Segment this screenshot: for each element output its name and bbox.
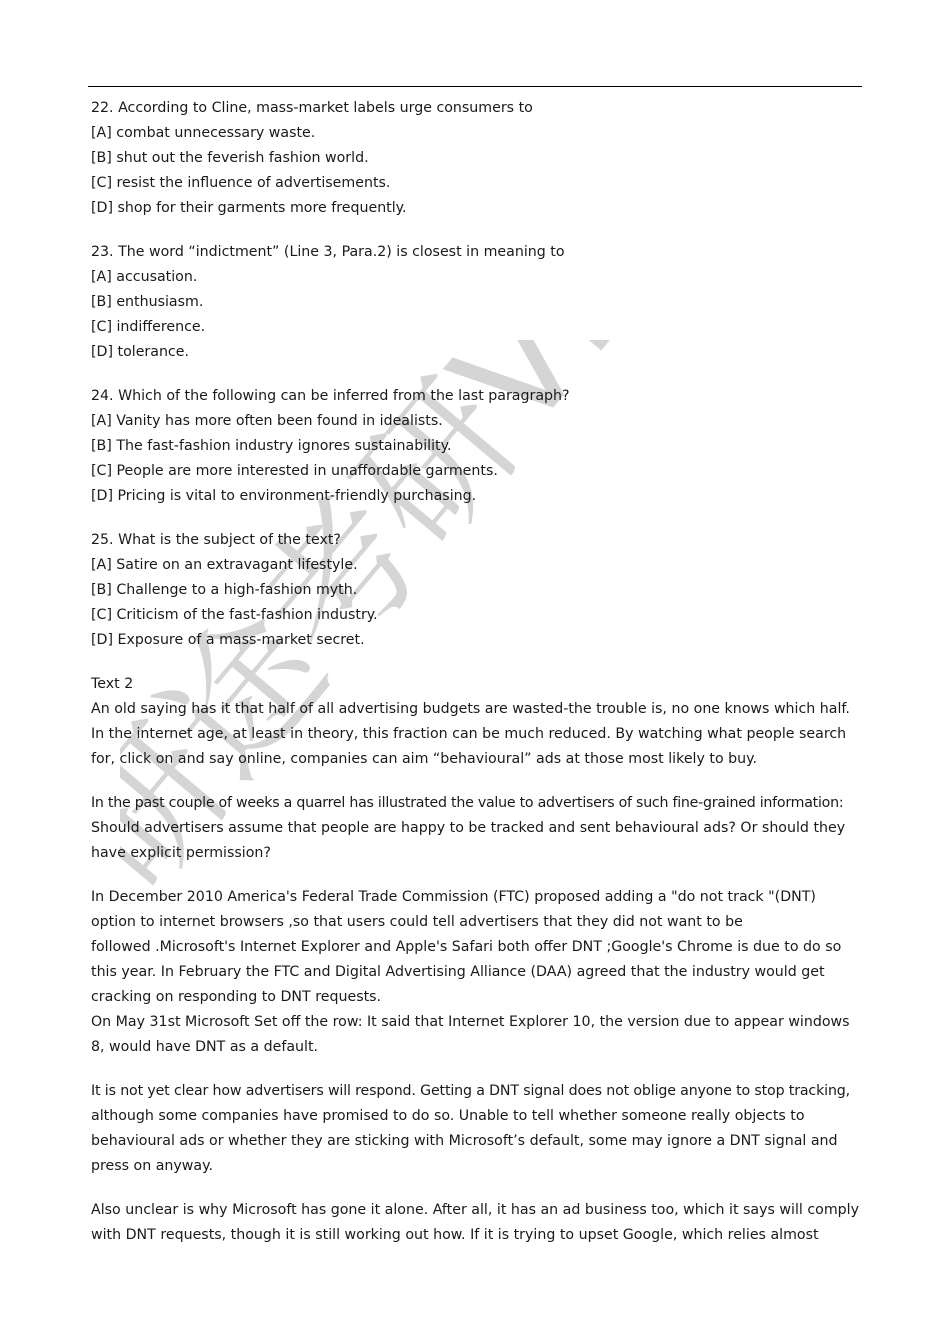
section-heading: Text 2 (91, 676, 134, 692)
document-body (91, 96, 871, 1248)
paragraph-line: have explicit permission? (91, 845, 271, 861)
option-d: [D] shop for their garments more frequently. (91, 200, 407, 216)
watermark-text: 研途考研VIP (120, 340, 706, 924)
paragraph-line: Also unclear is why Microsoft has gone it alone. After all, it has an ad business too, which it says will comply (91, 1202, 860, 1218)
paragraph-line: It is not yet clear how advertisers will respond. Getting a DNT signal does not oblige anyone to stop tracking, (91, 1083, 851, 1099)
option-b: [B] enthusiasm. (91, 294, 204, 310)
option-b: [B] The fast-fashion industry ignores sustainability. (91, 438, 452, 454)
paragraph-line: option to internet browsers ,so that users could tell advertisers that they did not want to be (91, 914, 743, 930)
option-a: [A] Vanity has more often been found in idealists. (91, 413, 443, 429)
paragraph-line: for, click on and say online, companies can aim “behavioural” ads at those most likely to buy. (91, 751, 758, 767)
paragraph-line: In the internet age, at least in theory, this fraction can be much reduced. By watching what people search (91, 726, 847, 742)
paragraph-line: although some companies have promised to do so. Unable to tell whether someone really objects to (91, 1108, 805, 1124)
option-a: [A] combat unnecessary waste. (91, 125, 316, 141)
paragraph-line: Should advertisers assume that people are happy to be tracked and sent behavioural ads? Or should they (91, 820, 846, 836)
option-b: [B] shut out the feverish fashion world. (91, 150, 369, 166)
paragraph-4 (91, 1079, 871, 1179)
option-d: [D] Pricing is vital to environment-friendly purchasing. (91, 488, 477, 504)
option-b: [B] Challenge to a high-fashion myth. (91, 582, 358, 598)
option-c: [C] People are more interested in unaffordable garments. (91, 463, 498, 479)
paragraph-5 (91, 1198, 871, 1248)
question-23 (91, 240, 871, 365)
paragraph-line: In December 2010 America's Federal Trade Commission (FTC) proposed adding a "do not track "(DNT) (91, 889, 816, 905)
question-stem: 25. What is the subject of the text? (91, 532, 341, 548)
option-d: [D] Exposure of a mass-market secret. (91, 632, 365, 648)
paragraph-line: this year. In February the FTC and Digital Advertising Alliance (DAA) agreed that the industry would get (91, 964, 825, 980)
question-25 (91, 528, 871, 653)
option-c: [C] indifference. (91, 319, 206, 335)
option-a: [A] accusation. (91, 269, 198, 285)
paragraph-line: An old saying has it that half of all advertising budgets are wasted-the trouble is, no one knows which half. (91, 701, 850, 717)
paragraph-line: behavioural ads or whether they are sticking with Microsoft’s default, some may ignore a DNT signal and (91, 1133, 838, 1149)
paragraph-line: cracking on responding to DNT requests. (91, 989, 382, 1005)
paragraph-line: 8, would have DNT as a default. (91, 1039, 319, 1055)
option-a: [A] Satire on an extravagant lifestyle. (91, 557, 358, 573)
paragraph-line: In the past couple of weeks a quarrel has illustrated the value to advertisers of such fine-grained information: (91, 795, 844, 811)
question-stem: 24. Which of the following can be inferred from the last paragraph? (91, 388, 570, 404)
paragraph-2 (91, 791, 871, 866)
question-24 (91, 384, 871, 509)
question-stem: 23. The word “indictment” (Line 3, Para.2) is closest in meaning to (91, 244, 565, 260)
question-22 (91, 96, 871, 221)
paragraph-line: followed .Microsoft's Internet Explorer and Apple's Safari both offer DNT ;Google's Chrome is due to do so (91, 939, 842, 955)
option-d: [D] tolerance. (91, 344, 189, 360)
paragraph-3 (91, 885, 871, 1060)
option-c: [C] Criticism of the fast-fashion industry. (91, 607, 378, 623)
question-stem: 22. According to Cline, mass-market labels urge consumers to (91, 100, 533, 116)
header-rule (88, 86, 862, 87)
paragraph-line: On May 31st Microsoft Set off the row: It said that Internet Explorer 10, the version due to appear windows (91, 1014, 850, 1030)
paragraph-line: press on anyway. (91, 1158, 213, 1174)
paragraph-1 (91, 697, 871, 772)
paragraph-line: with DNT requests, though it is still working out how. If it is trying to upset Google, which relies almost (91, 1227, 819, 1243)
option-c: [C] resist the influence of advertisements. (91, 175, 391, 191)
